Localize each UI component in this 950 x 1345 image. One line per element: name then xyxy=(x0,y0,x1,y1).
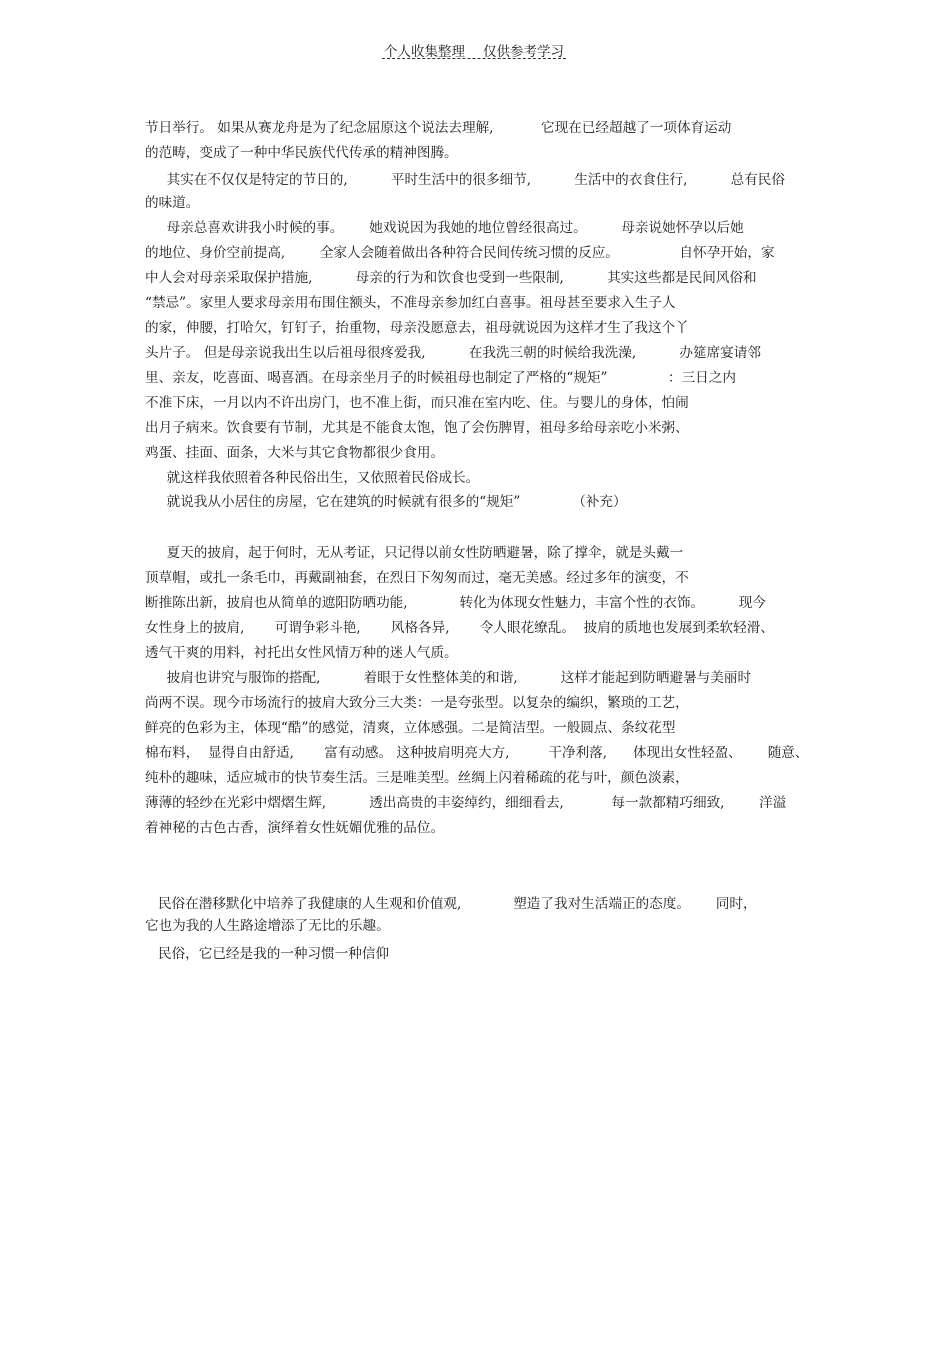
text-line: 着神秘的古色古香，演绎着女性妩媚优雅的品位。 xyxy=(145,820,445,836)
text-line: 鸡蛋、挂面、面条，大米与其它食物都很少食用。 xyxy=(145,445,445,461)
header-right-text: 仅供参考学习 xyxy=(483,44,564,60)
text-line: 透气干爽的用料，衬托出女性风情万种的迷人气质。 xyxy=(145,645,458,661)
text-line: 断推陈出新，披肩也从简单的遮阳防晒功能, 转化为体现女性魅力，丰富个性的衣饰。 现今 xyxy=(145,595,766,611)
text-line: 它也为我的人生路途增添了无比的乐趣。 xyxy=(145,918,390,934)
text-line: 夏天的披肩，起于何时，无从考证，只记得以前女性防晒避暑，除了撑伞，就是头戴一 xyxy=(145,545,684,561)
text-line: 顶草帽，或扎一条毛巾，再戴副袖套，在烈日下匆匆而过，毫无美感。经过多年的演变，不 xyxy=(145,570,689,586)
text-line: “禁忌”。家里人要求母亲用布围住额头，不准母亲参加红白喜事。祖母甚至要求入生子人 xyxy=(145,295,676,311)
text-line: 的味道。 xyxy=(145,195,200,211)
text-line: 中人会对母亲采取保护措施, 母亲的行为和饮食也受到一些限制, 其实这些都是民间风俗和 xyxy=(145,270,757,286)
text-line: 披肩也讲究与服饰的搭配, 着眼于女性整体美的和谐, 这样才能起到防晒避暑与美丽时 xyxy=(145,670,752,686)
text-line: 民俗在潜移默化中培养了我健康的人生观和价值观, 塑造了我对生活端正的态度。 同时， xyxy=(145,896,757,912)
text-line: 的地位、身价空前提高, 全家人会随着做出各种符合民间传统习惯的反应。 自怀孕开始，家 xyxy=(145,245,775,261)
text-line: 纯朴的趣味，适应城市的快节奏生活。三是唯美型。丝绸上闪着稀疏的花与叶，颜色淡素， xyxy=(145,770,689,786)
text-line: 其实在不仅仅是特定的节日的, 平时生活中的很多细节, 生活中的衣食住行, 总有民俗 xyxy=(145,172,785,188)
text-line: 的家，伸腰，打哈欠，钉钉子，抬重物，母亲没愿意去，祖母就说因为这样才生了我这个丫 xyxy=(145,320,689,336)
text-line: 薄薄的轻纱在光彩中熠熠生辉, 透出高贵的丰姿绰约，细细看去, 每一款都精巧细致, 洋溢 xyxy=(145,795,787,811)
text-line: 母亲总喜欢讲我小时候的事。 她戏说因为我她的地位曾经很高过。 母亲说她怀孕以后她 xyxy=(145,220,744,236)
text-line: 就说我从小居住的房屋，它在建筑的时候就有很多的“规矩” （补充） xyxy=(145,494,627,510)
text-line: 女性身上的披肩, 可谓争彩斗艳, 风格各异, 令人眼花缭乱。 披肩的质地也发展到柔软轻滑、 xyxy=(145,620,774,636)
text-line: 不准下床，一月以内不许出房门，也不准上街，而只准在室内吃、住。与婴儿的身体，怕闹 xyxy=(145,395,689,411)
text-line: 节日举行。 如果从赛龙舟是为了纪念屈原这个说法去理解, 它现在已经超越了一项体育运动 xyxy=(145,120,732,136)
header-left-text: 个人收集整理 xyxy=(384,44,465,60)
text-line: 民俗，它已经是我的一种习惯一种信仰 xyxy=(145,946,390,962)
text-line: 就这样我依照着各种民俗出生，又依照着民俗成长。 xyxy=(145,470,480,486)
text-line: 的范畴，变成了一种中华民族代代传承的精神图腾。 xyxy=(145,145,458,161)
text-line: 出月子病来。饮食要有节制，尤其是不能食太饱，饱了会伤脾胃，祖母多给母亲吃小米粥、 xyxy=(145,420,689,436)
text-line: 鲜亮的色彩为主，体现“酷”的感觉，清爽，立体感强。二是简洁型。一般圆点、条纹花型 xyxy=(145,720,676,736)
text-line: 尚两不误。现今市场流行的披肩大致分三大类：一是夸张型。以复杂的编织，繁琐的工艺， xyxy=(145,695,689,711)
page-header xyxy=(382,38,566,60)
text-line: 棉布料， 显得自由舒适, 富有动感。 这种披肩明亮大方, 干净利落, 体现出女性轻盈、 随意、 xyxy=(145,745,809,761)
text-line: 里、亲友，吃喜面、喝喜酒。在母亲坐月子的时候祖母也制定了严格的“规矩” ：三日之内 xyxy=(145,370,736,386)
text-line: 头片子。 但是母亲说我出生以后祖母很疼爱我, 在我洗三朝的时候给我洗澡, 办筵席宴请邻 xyxy=(145,345,761,361)
header-dashed-rule xyxy=(382,58,566,59)
